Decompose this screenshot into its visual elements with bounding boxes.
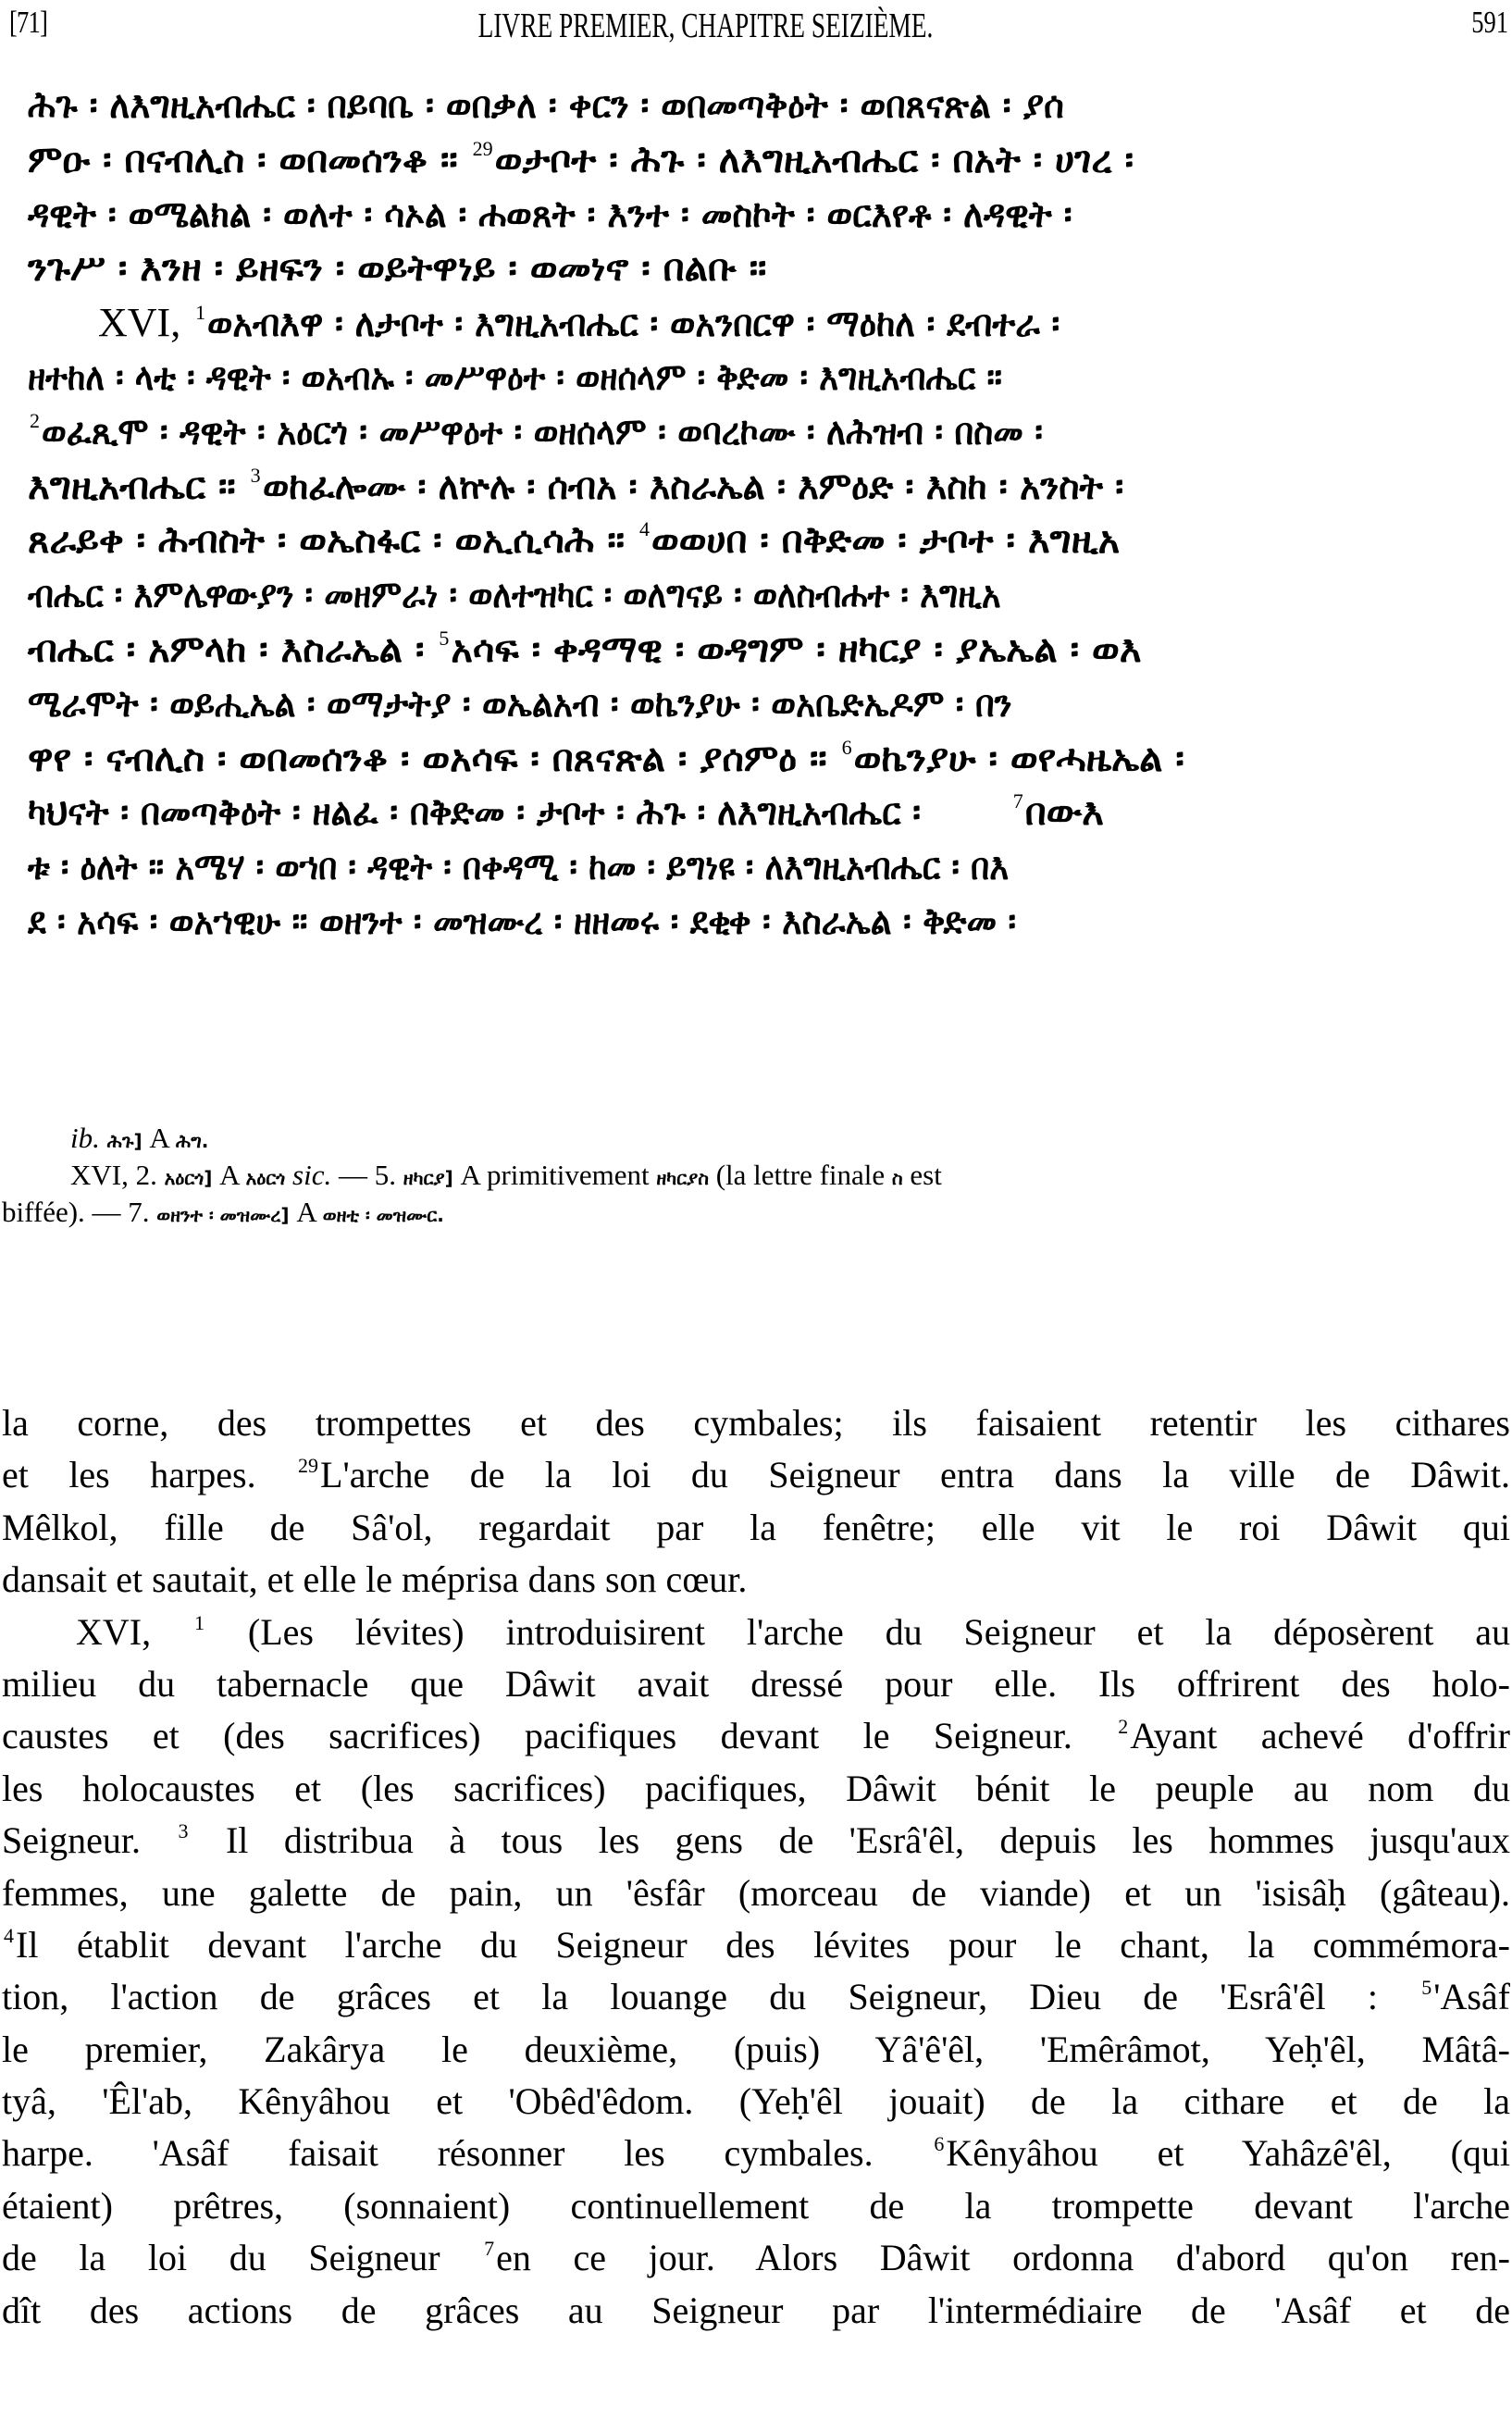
translation-line: harpe. 'Asâf faisait résonner les cymbales. $^6$Kênyâhou et Yahâzê'êl, (qui (2, 2132, 1510, 2175)
verse-number: 4 (4, 1923, 14, 1947)
ethiopic-line: ጸራይቀ ፡ ሕብስት ፡ ወኤስፋር ፡ ወኢሲሳሕ ። $^4$ወወሀበ ፡ በቅድመ ፡ ታቦተ ፡ እግዚአ (28, 517, 1121, 563)
footnote-line: biffée). — 7. ወዘንተ ፡ መዝሙረ] A ወዘቲ ፡ መዝሙር. (2, 1196, 444, 1228)
ethiopic-line: ሕጉ ፡ ለእግዚአብሔር ፡ በይባቤ ፡ ወበቃለ ፡ ቀርን ፡ ወበመጣቅዕት ፡ ወበጸናጽል ፡ ያሰ (28, 84, 1064, 127)
ethiopic-line: XVI, $^1$ወአብእዋ ፡ ለታቦተ ፡ እግዚአብሔር ፡ ወአንበርዋ ፡ ማዕከለ ፡ ደብተራ ፡ (98, 300, 1060, 346)
translation-line: tyâ, 'Êl'ab, Kênyâhou et 'Obêd'êdom. (Yeḥ'êl jouait) de la cithare et de la (2, 2080, 1510, 2123)
translation-line: XVI, $^1$ (Les lévites) introduisirent l'arche du Seigneur et la déposèrent au (76, 1610, 1511, 1653)
verse-number: 1 (195, 301, 206, 325)
verse-number: 3 (250, 463, 261, 487)
translation-line: femmes, une galette de pain, un 'êsfâr (morceau de viande) et un 'isisâḥ (gâteau). (2, 1871, 1510, 1914)
running-header (0, 0, 1512, 56)
verse-number: 6 (934, 2132, 945, 2156)
verse-number: 7 (1012, 789, 1023, 813)
verse-number: 2 (1118, 1715, 1129, 1739)
translation-line: milieu du tabernacle que Dâwit avait dressé pour elle. Ils offrirent des holo- (2, 1662, 1510, 1705)
ethiopic-line: ሜራሞት ፡ ወይሒኤል ፡ ወማታትያ ፡ ወኤልአብ ፡ ወኬንያሁ ፡ ወአቤድኤዶም ፡ በን (28, 682, 1012, 726)
translation-line: Seigneur. $^3$ Il distribua à tous les gens de 'Esrâ'êl, depuis les hommes jusqu'aux (2, 1819, 1511, 1862)
verse-number: 2 (30, 408, 40, 432)
ethiopic-line: ቱ ፡ ዕለት ። አሜሃ ፡ ወኀበ ፡ ዳዊት ፡ በቀዳሚ ፡ ከመ ፡ ይግነዩ ፡ ለእግዚአብሔር ፡ በእ (28, 846, 1010, 889)
ethiopic-line: ዋየ ፡ ናብሊስ ፡ ወበመሰንቆ ፡ ወአሳፍ ፡ በጸናጽል ፡ ያሰምዕ ። $^6$ወኬንያሁ ፡ ወየሓዜኤል ፡ (28, 735, 1184, 780)
ethiopic-text-block (28, 79, 1508, 949)
ethiopic-line: $^2$ወፈጺሞ ፡ ዳዊት ፡ አዕርጎ ፡ መሥዋዕተ ፡ ወዘሰላም ፡ ወባረኮሙ ፡ ለሕዝብ ፡ በስመ ፡ (30, 408, 1043, 453)
ethiopic-line: ደ ፡ አሳፍ ፡ ወአኀዊሁ ። ወዘንተ ፡ መዝሙረ ፡ ዘዘመሩ ፡ ደቂቀ ፡ እስራኤል ፡ ቅድመ ፡ (28, 900, 1017, 943)
verse-number: 29 (472, 136, 493, 160)
translation-line: dît des actions de grâces au Seigneur par l'intermédiaire de 'Asâf et de (2, 2289, 1510, 2331)
translation-line: les holocaustes et (les sacrifices) pacifiques, Dâwit bénit le peuple au nom du (2, 1767, 1510, 1809)
translation-line: et les harpes. $^{29}$L'arche de la loi du Seigneur entra dans la ville de Dâwit. (2, 1454, 1510, 1496)
translation-line: Mêlkol, fille de Sâ'ol, regardait par la fenêtre; elle vit le roi Dâwit qui (2, 1506, 1510, 1548)
critical-apparatus (2, 1120, 1512, 1231)
verse-number: 4 (639, 517, 651, 541)
verse-number: 1 (193, 1610, 204, 1634)
ethiopic-line: እግዚአብሔር ። $^3$ወከፈሎሙ ፡ ለኵሉ ፡ ሰብአ ፡ እስራኤል ፡ እምዕድ ፡ እስከ ፡ አንስት ፡ (28, 463, 1123, 508)
ethiopic-line: ንጉሥ ፡ እንዘ ፡ ይዘፍን ፡ ወይትዋነይ ፡ ወመነኖ ፡ በልቡ ። (28, 247, 767, 291)
french-translation (2, 1397, 1510, 2337)
page-title-text: LIVRE PREMIER, CHAPITRE SEIZIÈME. (477, 6, 933, 45)
page-number: 591 (1471, 6, 1508, 40)
verse-number: 29 (298, 1454, 319, 1478)
translation-line: le premier, Zakârya le deuxième, (puis) Yâ'ê'êl, 'Emêrâmot, Yeḥ'êl, Mâtâ- (2, 2028, 1510, 2070)
verse-number: 6 (841, 735, 852, 759)
translation-line: caustes et (des sacrifices) pacifiques devant le Seigneur. $^2$Ayant achevé d'offrir (2, 1715, 1510, 1757)
verse-number: 5 (439, 626, 450, 650)
chapter-number: XVI, (98, 300, 181, 346)
ethiopic-line: ዳዊት ፡ ወሜልክል ፡ ወለተ ፡ ሳኦል ፡ ሐወጸት ፡ እንተ ፡ መስኮት ፡ ወርእየቶ ፡ ለዳዊት ፡ (28, 192, 1072, 236)
ethiopic-line: ካህናት ፡ በመጣቅዕት ፡ ዘልፈ ፡ በቅድመ ፡ ታቦተ ፡ ሕጉ ፡ ለእግዚአብሔር ፡ $^7$በውእ (28, 789, 1104, 835)
translation-line: la corne, des trompettes et des cymbales; ils faisaient retentir les cithares (2, 1402, 1510, 1444)
translation-line: de la loi du Seigneur $^7$en ce jour. Alors Dâwit ordonna d'abord qu'on ren- (2, 2237, 1510, 2279)
footnote-line: ib. ሕጉ] A ሕግ. (70, 1122, 209, 1154)
ethiopic-line: ምዑ ፡ በናብሊስ ፡ ወበመሰንቆ ። $^{29}$ወታቦተ ፡ ሕጉ ፡ ለእግዚአብሔር ፡ በአት ፡ ሀገረ ፡ (28, 136, 1134, 181)
footnote-line: XVI, 2. አዕርጎ] A አዕርጎ sic. — 5. ዘካርያ] A primitivement ዘካርያስ (la lettre finale ስ est (70, 1159, 942, 1191)
ethiopic-line: ብሔር ፡ እምሌዋውያን ፡ መዘምራነ ፡ ወለተዝካር ፡ ወለግናይ ፡ ወለስብሐተ ፡ እግዚአ (28, 574, 1001, 617)
verse-number: 5 (1421, 1976, 1432, 2000)
ethiopic-line: ዘተከለ ፡ ላቲ ፡ ዳዊት ፡ ወአብኡ ፡ መሥዋዕተ ፡ ወዘሰላም ፡ ቅድመ ፡ እግዚአብሔር ። (28, 355, 1002, 399)
ethiopic-line: ብሔር ፡ አምላከ ፡ እስራኤል ፡ $^5$አሳፍ ፡ ቀዳማዊ ፡ ወዳግም ፡ ዘካርያ ፡ ያኤኤል ፡ ወእ (28, 626, 1142, 671)
translation-line: étaient) prêtres, (sonnaient) continuellement de la trompette devant l'arche (2, 2184, 1510, 2227)
translation-line: $^4$Il établit devant l'arche du Seigneur des lévites pour le chant, la commémora- (4, 1923, 1510, 1966)
verse-number: 7 (484, 2237, 495, 2261)
translation-line: dansait et sautait, et elle le méprisa dans son cœur. (2, 1558, 748, 1601)
verse-number: 3 (178, 1819, 189, 1843)
page-title (0, 6, 1512, 46)
section-marker: [71] (9, 6, 48, 40)
translation-line: tion, l'action de grâces et la louange du Seigneur, Dieu de 'Esrâ'êl : $^5$'Asâf (2, 1976, 1510, 2018)
